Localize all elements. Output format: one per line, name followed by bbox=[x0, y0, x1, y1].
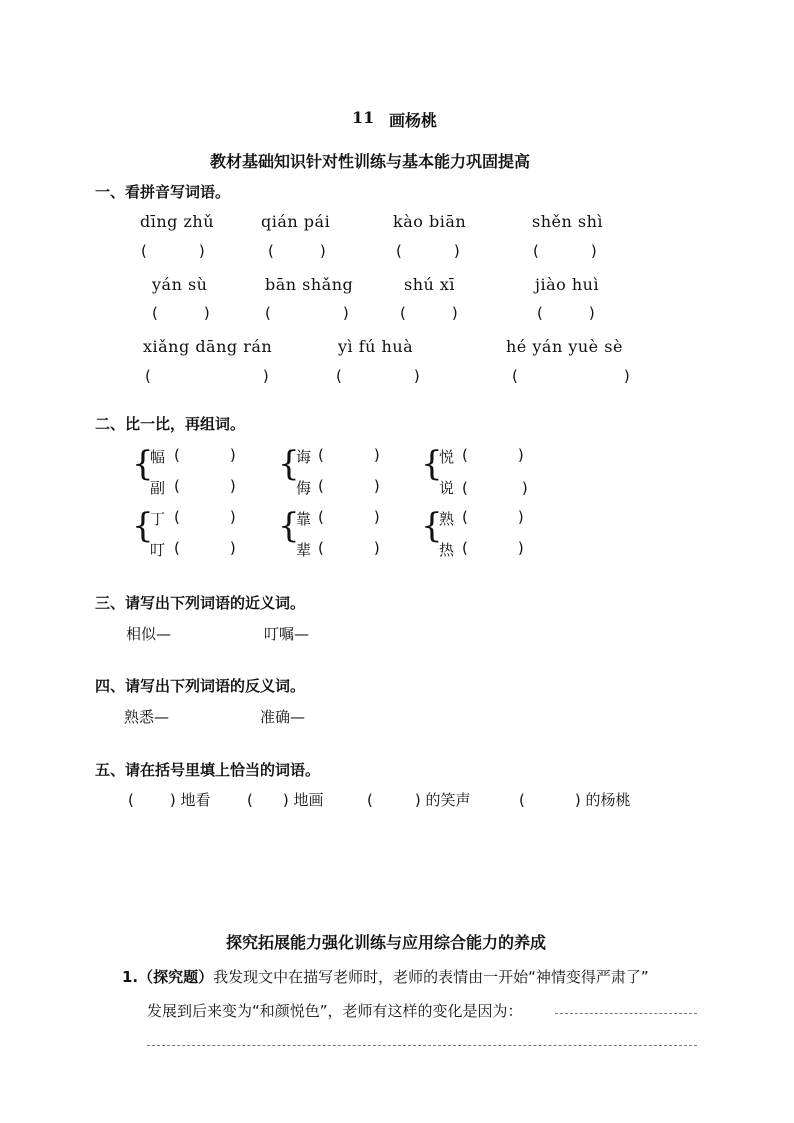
compare-char: 幅 bbox=[150, 448, 166, 466]
brace-icon: { bbox=[132, 506, 154, 546]
pinyin: dīng zhǔ bbox=[140, 212, 215, 231]
antonym-word: 熟悉— bbox=[124, 708, 170, 726]
antonym-word: 准确— bbox=[260, 708, 306, 726]
question-1 bbox=[122, 966, 649, 987]
answer-blank[interactable]: ( ) bbox=[174, 446, 236, 464]
compare-char: 热 bbox=[439, 541, 455, 559]
answer-blank[interactable]: ( ) bbox=[318, 446, 380, 464]
compare-char: 叮 bbox=[150, 541, 166, 559]
brace-icon: { bbox=[132, 444, 154, 484]
answer-blank[interactable]: ( ) bbox=[462, 539, 524, 557]
section-5-heading: 五、请在括号里填上恰当的词语。 bbox=[95, 761, 321, 779]
question-number: 1. bbox=[122, 968, 139, 986]
answer-blank[interactable]: ( ) bbox=[512, 367, 630, 385]
section-subtitle-extension: 探究拓展能力强化训练与应用综合能力的养成 bbox=[226, 933, 547, 952]
answer-blank[interactable]: ( ) bbox=[318, 539, 380, 557]
pinyin: jiào huì bbox=[535, 275, 600, 294]
compare-char: 靠 bbox=[296, 510, 312, 528]
section-1-heading: 一、看拼音写词语。 bbox=[95, 183, 231, 201]
answer-blank[interactable]: ( ) bbox=[318, 508, 380, 526]
section-3-heading: 三、请写出下列词语的近义词。 bbox=[95, 594, 306, 612]
fill-item[interactable]: ( ) 地画 bbox=[247, 791, 324, 809]
answer-blank[interactable]: ( ) bbox=[400, 304, 458, 322]
answer-blank[interactable]: ( ) bbox=[152, 304, 210, 322]
answer-blank[interactable]: ( ) bbox=[265, 304, 349, 322]
pinyin: shěn shì bbox=[532, 212, 604, 231]
lesson-number: 11 bbox=[352, 108, 375, 127]
brace-icon: { bbox=[421, 444, 443, 484]
pinyin: shú xī bbox=[404, 275, 456, 294]
compare-char: 悦 bbox=[439, 448, 455, 466]
answer-blank[interactable]: ( ) bbox=[174, 477, 236, 495]
brace-icon: { bbox=[278, 506, 300, 546]
compare-char: 说 bbox=[439, 479, 455, 497]
synonym-word: 相似— bbox=[126, 625, 172, 643]
compare-char: 丁 bbox=[150, 510, 166, 528]
answer-line[interactable] bbox=[555, 1013, 697, 1014]
answer-blank[interactable]: ( ) bbox=[318, 477, 380, 495]
question-tag: （探究题） bbox=[138, 968, 214, 986]
answer-blank[interactable]: ( ) bbox=[462, 446, 524, 464]
answer-blank[interactable]: ( ) bbox=[462, 508, 524, 526]
question-1-line-2: 发展到后来变为“和颜悦色”，老师有这样的变化是因为： bbox=[147, 1002, 523, 1020]
section-2-heading: 二、比一比，再组词。 bbox=[95, 415, 246, 433]
brace-icon: { bbox=[278, 444, 300, 484]
section-4-heading: 四、请写出下列词语的反义词。 bbox=[95, 677, 306, 695]
fill-item[interactable]: ( ) 的笑声 bbox=[367, 791, 471, 809]
question-text: 我发现文中在描写老师时，老师的表情由一开始“神情变得严肃了” bbox=[213, 968, 649, 986]
compare-char: 诲 bbox=[296, 448, 312, 466]
answer-blank[interactable]: ( ) bbox=[396, 242, 460, 260]
answer-blank[interactable]: ( ) bbox=[174, 539, 236, 557]
compare-char: 熟 bbox=[439, 510, 455, 528]
section-subtitle-basic: 教材基础知识针对性训练与基本能力巩固提高 bbox=[210, 152, 531, 171]
pinyin: qián pái bbox=[261, 212, 331, 231]
compare-char: 副 bbox=[150, 479, 166, 497]
pinyin: yì fú huà bbox=[338, 337, 414, 356]
lesson-title: 画杨桃 bbox=[389, 111, 438, 130]
compare-char: 辈 bbox=[296, 541, 312, 559]
answer-blank[interactable]: ( ) bbox=[268, 242, 326, 260]
fill-item[interactable]: ( ) 的杨桃 bbox=[519, 791, 631, 809]
pinyin: bān shǎng bbox=[265, 275, 354, 294]
answer-blank[interactable]: ( ) bbox=[462, 479, 528, 497]
answer-blank[interactable]: ( ) bbox=[145, 367, 269, 385]
brace-icon: { bbox=[421, 506, 443, 546]
answer-blank[interactable]: ( ) bbox=[533, 242, 597, 260]
pinyin: kào biān bbox=[393, 212, 467, 231]
pinyin: hé yán yuè sè bbox=[506, 337, 623, 356]
answer-line[interactable] bbox=[147, 1045, 697, 1046]
answer-blank[interactable]: ( ) bbox=[174, 508, 236, 526]
answer-blank[interactable]: ( ) bbox=[537, 304, 595, 322]
answer-blank[interactable]: ( ) bbox=[141, 242, 205, 260]
pinyin: yán sù bbox=[152, 275, 208, 294]
compare-char: 侮 bbox=[296, 479, 312, 497]
synonym-word: 叮嘱— bbox=[264, 625, 310, 643]
fill-item[interactable]: ( ) 地看 bbox=[128, 791, 211, 809]
pinyin: xiǎng dāng rán bbox=[143, 337, 273, 356]
answer-blank[interactable]: ( ) bbox=[336, 367, 420, 385]
